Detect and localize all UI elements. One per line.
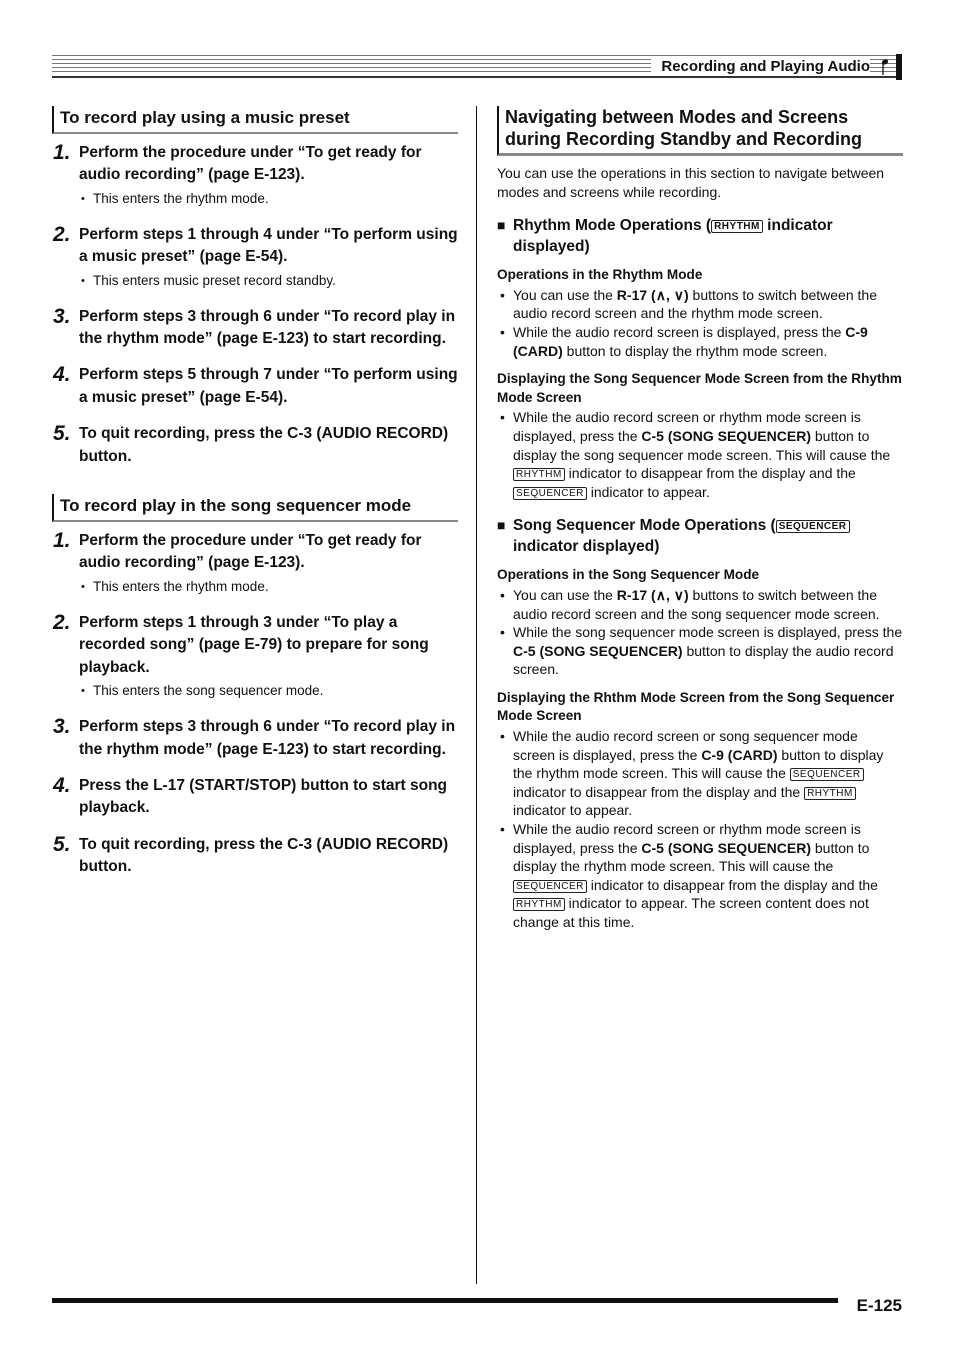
bullet-item: • While the audio record screen is displayed, press the C-9 (CARD) button to display the rhythm mode screen. [497, 323, 903, 360]
step-number: 2. [53, 610, 71, 634]
step-number: 4. [53, 773, 71, 797]
step-note: • This enters the song sequencer mode. [93, 682, 458, 700]
step-1 [52, 142, 458, 210]
intro-paragraph: You can use the operations in this section to navigate between modes and screens while recording. [497, 165, 885, 200]
step-note: • This enters music preset record standby. [93, 272, 458, 290]
step-text: To quit recording, press the C-3 (AUDIO RECORD) button. [79, 425, 449, 465]
step-5 [52, 423, 458, 468]
step-note: • This enters the rhythm mode. [93, 578, 458, 596]
step-2 [52, 224, 458, 292]
step-4 [52, 775, 458, 820]
section-title-music-preset: To record play using a music preset [52, 106, 458, 134]
sequencer-indicator: SEQUENCER [776, 520, 850, 533]
step-number: 2. [53, 222, 71, 246]
step-3 [52, 716, 458, 761]
step-text: Perform the procedure under “To get ready for audio recording” (page E-123). [79, 532, 422, 572]
step-2 [52, 612, 458, 702]
rhythm-indicator: RHYTHM [804, 787, 856, 800]
rhythm-indicator: RHYTHM [711, 220, 763, 233]
bullet-item: • You can use the R-17 (∧, ∨) buttons to switch between the audio record screen and the song sequencer mode screen. [497, 586, 903, 623]
header-edge-bar [896, 54, 902, 80]
step-text: Perform steps 3 through 6 under “To record play in the rhythm mode” (page E-123) to start recording. [79, 718, 456, 758]
subheading: Displaying the Song Sequencer Mode Screen from the Rhythm Mode Screen [497, 371, 902, 405]
step-number: 3. [53, 715, 71, 739]
subheading: Displaying the Rhthm Mode Screen from the Song Sequencer Mode Screen [497, 689, 895, 724]
bullet-item: • While the song sequencer mode screen is displayed, press the C-5 (SONG SEQUENCER) button to display the audio record screen. [497, 623, 903, 679]
step-text: To quit recording, press the C-3 (AUDIO RECORD) button. [79, 835, 449, 876]
subheading: Operations in the Song Sequencer Mode [497, 567, 760, 583]
music-note-icon [880, 56, 892, 76]
sequencer-indicator: SEQUENCER [513, 487, 587, 500]
step-number: 3. [53, 304, 71, 328]
step-text: Perform steps 5 through 7 under “To perform using a music preset” (page E-54). [79, 366, 458, 406]
section-title-song-sequencer: To record play in the song sequencer mode [52, 494, 458, 522]
step-number: 5. [53, 422, 71, 446]
bullet-item: • While the audio record screen or rhythm mode screen is displayed, press the C-5 (SONG SEQUENCER) button to display the rhythm mode screen. This will cause the SEQUENCER indicator to disappear from the display and the RHYTHM indicator to appear. The screen content does not change at this time. [497, 820, 903, 932]
step-4 [52, 364, 458, 409]
square-bullet-icon: ■ [497, 217, 506, 234]
step-text: Perform steps 1 through 3 under “To play a recorded song” (page E-79) to prepare for song playback. [79, 613, 429, 676]
step-number: 4. [53, 363, 71, 387]
left-column [52, 106, 458, 883]
running-header-title: Recording and Playing Audio [651, 58, 870, 75]
sequencer-ops-heading: ■ Song Sequencer Mode Operations ( SEQUENCER indicator displayed) [497, 515, 903, 557]
square-bullet-icon: ■ [497, 517, 506, 534]
step-1 [52, 530, 458, 598]
section-title-navigating: Navigating between Modes and Screens during Recording Standby and Recording [497, 106, 903, 156]
step-text: Press the L-17 (START/STOP) button to start song playback. [79, 776, 448, 817]
subheading: Operations in the Rhythm Mode [497, 267, 703, 283]
step-text: Perform the procedure under “To get ready for audio recording” (page E-123). [79, 144, 422, 184]
right-column [497, 106, 903, 932]
column-divider [476, 106, 477, 1284]
rhythm-indicator: RHYTHM [513, 468, 565, 481]
footer-rule [52, 1298, 838, 1303]
step-number: 1. [53, 529, 71, 553]
step-number: 1. [53, 141, 71, 164]
bullet-item: • While the audio record screen or song sequencer mode screen is displayed, press the C-9 (CARD) button to display the rhythm mode screen. This will cause the SEQUENCER indicator to disappear from the display and the RHYTHM indicator to appear. [497, 727, 903, 820]
step-number: 5. [53, 832, 71, 856]
step-text: Perform steps 1 through 4 under “To perform using a music preset” (page E-54). [79, 225, 458, 266]
step-note: • This enters the rhythm mode. [93, 190, 458, 208]
rhythm-indicator: RHYTHM [513, 898, 565, 911]
step-text: Perform steps 3 through 6 under “To record play in the rhythm mode” (page E-123) to start recording. [79, 307, 456, 348]
bullet-item: • You can use the R-17 (∧, ∨) buttons to switch between the audio record screen and the rhythm mode screen. [497, 286, 903, 323]
sequencer-indicator: SEQUENCER [790, 768, 864, 781]
step-5 [52, 834, 458, 879]
rhythm-ops-heading: ■ Rhythm Mode Operations ( RHYTHM indicator displayed) [497, 217, 833, 256]
step-3 [52, 306, 458, 351]
bullet-item: • While the audio record screen or rhythm mode screen is displayed, press the C-5 (SONG SEQUENCER) button to display the song sequencer mode screen. This will cause the RHYTHM indicator to disappear from the display and the SEQUENCER indicator to appear. [497, 408, 903, 501]
page-number: E-125 [856, 1296, 902, 1315]
sequencer-indicator: SEQUENCER [513, 880, 587, 893]
